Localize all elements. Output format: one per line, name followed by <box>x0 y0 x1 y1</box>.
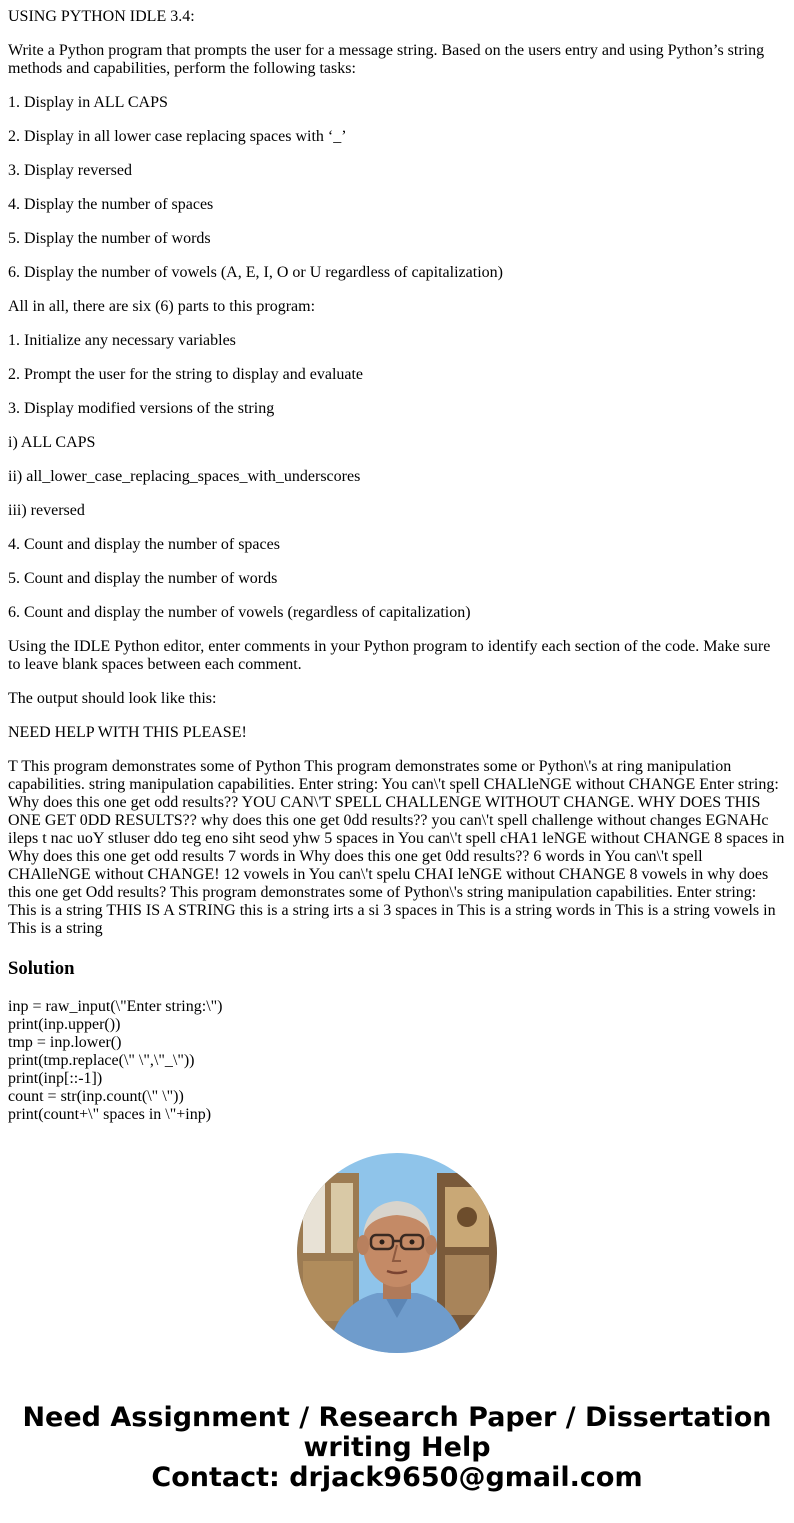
task-item: 4. Display the number of spaces <box>8 196 214 213</box>
promo-line: Need Assignment / Research Paper / Dissertation <box>22 1402 772 1433</box>
part-item: 2. Prompt the user for the string to display and evaluate <box>8 366 364 383</box>
solution-code <box>8 998 786 1124</box>
part-item: 3. Display modified versions of the string <box>8 400 275 417</box>
code-line: inp = raw_input(\"Enter string:\") <box>8 998 223 1015</box>
promo-contact: Contact: drjack9650@gmail.com <box>151 1462 643 1493</box>
task-item: 5. Display the number of words <box>8 230 211 247</box>
help-request: NEED HELP WITH THIS PLEASE! <box>8 724 247 741</box>
part-item: 1. Initialize any necessary variables <box>8 332 236 349</box>
code-line: print(count+\" spaces in \"+inp) <box>8 1106 212 1123</box>
question-title: USING PYTHON IDLE 3.4: <box>8 8 195 25</box>
code-line: count = str(inp.count(\" \")) <box>8 1088 184 1105</box>
tutor-avatar <box>297 1153 497 1353</box>
code-line: print(inp[::-1]) <box>8 1070 103 1087</box>
task-item: 6. Display the number of vowels (A, E, I, O or U regardless of capitalization) <box>8 264 503 281</box>
code-line: print(tmp.replace(\" \",\"_\")) <box>8 1052 195 1069</box>
task-item: 2. Display in all lower case replacing spaces with ‘_’ <box>8 128 347 145</box>
part-item: ii) all_lower_case_replacing_spaces_with_underscores <box>8 468 361 485</box>
instructions-paragraph: Using the IDLE Python editor, enter comments in your Python program to identify each section of the code. Make sure to leave blank spaces between each comment. <box>8 638 771 673</box>
avatar-illustration <box>297 1153 497 1353</box>
promo-banner <box>0 1403 794 1493</box>
part-item: i) ALL CAPS <box>8 434 96 451</box>
code-line: print(inp.upper()) <box>8 1016 121 1033</box>
part-item: 5. Count and display the number of words <box>8 570 278 587</box>
part-item: 6. Count and display the number of vowels (regardless of capitalization) <box>8 604 471 621</box>
part-item: 4. Count and display the number of spaces <box>8 536 280 553</box>
solution-heading: Solution <box>8 958 75 979</box>
code-line: tmp = inp.lower() <box>8 1034 122 1051</box>
parts-intro: All in all, there are six (6) parts to this program: <box>8 298 316 315</box>
task-item: 3. Display reversed <box>8 162 132 179</box>
part-item: iii) reversed <box>8 502 85 519</box>
task-item: 1. Display in ALL CAPS <box>8 94 168 111</box>
sample-output-paragraph: T This program demonstrates some of Python This program demonstrates some or Python\'s at ring manipulation capabilities. string manipulation capabilities. Enter string: You can\'t spell CHALleNGE without CHANGE Enter string: Why does this one get odd results?? YOU CAN\'T SPELL CHALLENGE WITHOUT CHANGE. WHY DOES THIS ONE GET 0DD RESULTS?? why does this one get 0dd results?? you can\'t spell challenge without changes EGNAHc ileps t nac uoY stluser ddo teg eno siht seod yhw 5 spaces in You can\'t spell cHA1 leNGE without CHANGE 8 spaces in Why does this one get odd results 7 words in Why does this one get 0dd results?? 6 words in You can\'t spell CHAlleNGE without CHANGE! 12 vowels in You can\'t spelu CHAI leNGE without CHANGE 8 vowels in why does this one get Odd results? This program demonstrates some of Python\'s string manipulation capabilities. Enter string: This is a string THIS IS A STRING this is a string irts a si 3 spaces in This is a string words in This is a string vowels in This is a string <box>8 758 785 937</box>
question-intro: Write a Python program that prompts the user for a message string. Based on the users entry and using Python’s string methods and capabilities, perform the following tasks: <box>8 42 765 77</box>
promo-line: writing Help <box>303 1432 491 1463</box>
output-intro: The output should look like this: <box>8 690 217 707</box>
